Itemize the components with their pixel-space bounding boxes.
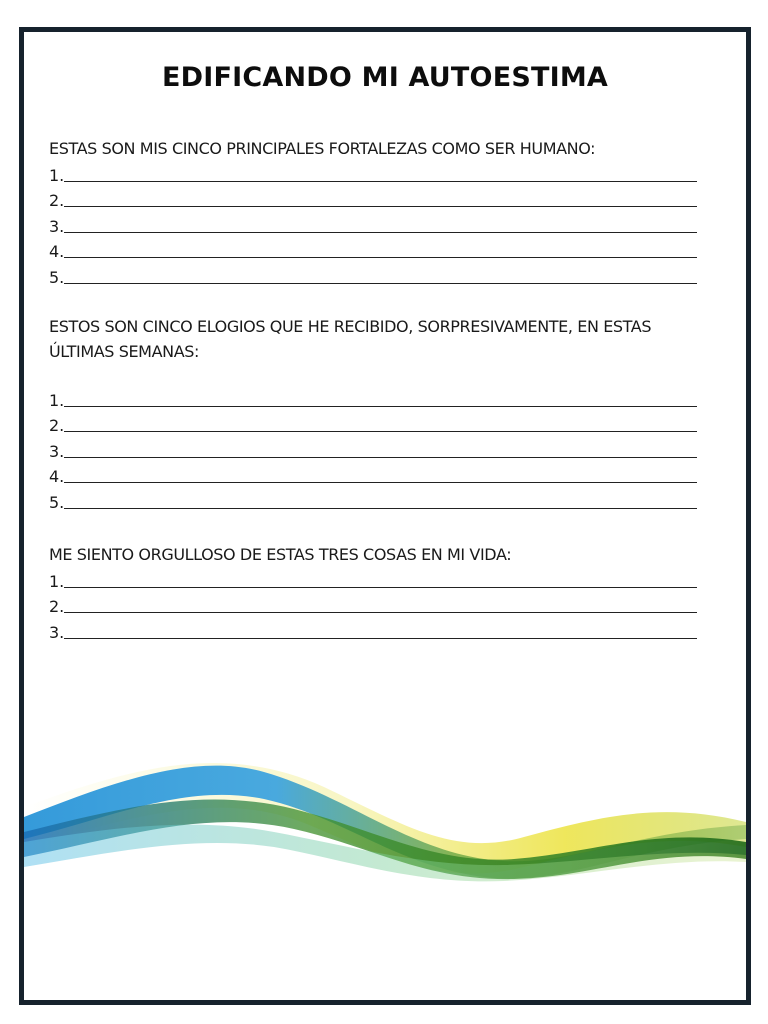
section-prompt: ESTOS SON CINCO ELOGIOS QUE HE RECIBIDO, SORPRESIVAMENTE, EN ESTAS ÚLTIMAS SEMANAS: [49, 317, 652, 361]
item-number: 4. [49, 467, 65, 486]
item-number: 1. [49, 571, 65, 591]
item-number: 2. [49, 416, 65, 435]
item-number: 1. [49, 165, 65, 185]
page-title: EDIFICANDO MI AUTOESTIMA [161, 62, 609, 93]
item-number: 1. [49, 390, 65, 410]
answer-line[interactable] [49, 412, 699, 438]
answer-line[interactable] [49, 263, 699, 289]
answer-blank[interactable] [64, 257, 697, 258]
section-prompt: ESTAS SON MIS CINCO PRINCIPALES FORTALEZAS COMO SER HUMANO: [49, 139, 596, 158]
section-strengths [49, 136, 699, 289]
answer-blank[interactable] [64, 283, 697, 284]
answer-blank[interactable] [64, 181, 697, 182]
answer-blank[interactable] [64, 612, 697, 613]
answer-blank[interactable] [64, 206, 697, 207]
answer-line[interactable] [49, 386, 699, 412]
answer-line[interactable] [49, 212, 699, 238]
answer-blank[interactable] [64, 457, 697, 458]
section-proud [49, 542, 699, 644]
item-number: 3. [49, 216, 65, 236]
worksheet-frame [19, 27, 751, 1005]
answer-blank[interactable] [64, 482, 697, 483]
answer-line[interactable] [49, 187, 699, 213]
section-compliments [49, 314, 699, 514]
item-number: 3. [49, 441, 65, 461]
answer-line[interactable] [49, 437, 699, 463]
item-number: 4. [49, 242, 65, 261]
answer-line[interactable] [49, 593, 699, 619]
answer-line[interactable] [49, 567, 699, 593]
item-number: 2. [49, 597, 65, 616]
item-number: 5. [49, 267, 65, 287]
answer-line[interactable] [49, 488, 699, 514]
item-number: 3. [49, 622, 65, 642]
answer-blank[interactable] [64, 508, 697, 509]
answer-line[interactable] [49, 238, 699, 264]
answer-blank[interactable] [64, 406, 697, 407]
answer-blank[interactable] [64, 431, 697, 432]
answer-blank[interactable] [64, 587, 697, 588]
item-number: 2. [49, 191, 65, 210]
answer-line[interactable] [49, 463, 699, 489]
answer-line[interactable] [49, 161, 699, 187]
answer-blank[interactable] [64, 232, 697, 233]
item-number: 5. [49, 492, 65, 512]
decorative-wave [24, 747, 746, 897]
answer-blank[interactable] [64, 638, 697, 639]
answer-line[interactable] [49, 618, 699, 644]
section-prompt: ME SIENTO ORGULLOSO DE ESTAS TRES COSAS EN MI VIDA: [49, 545, 512, 564]
